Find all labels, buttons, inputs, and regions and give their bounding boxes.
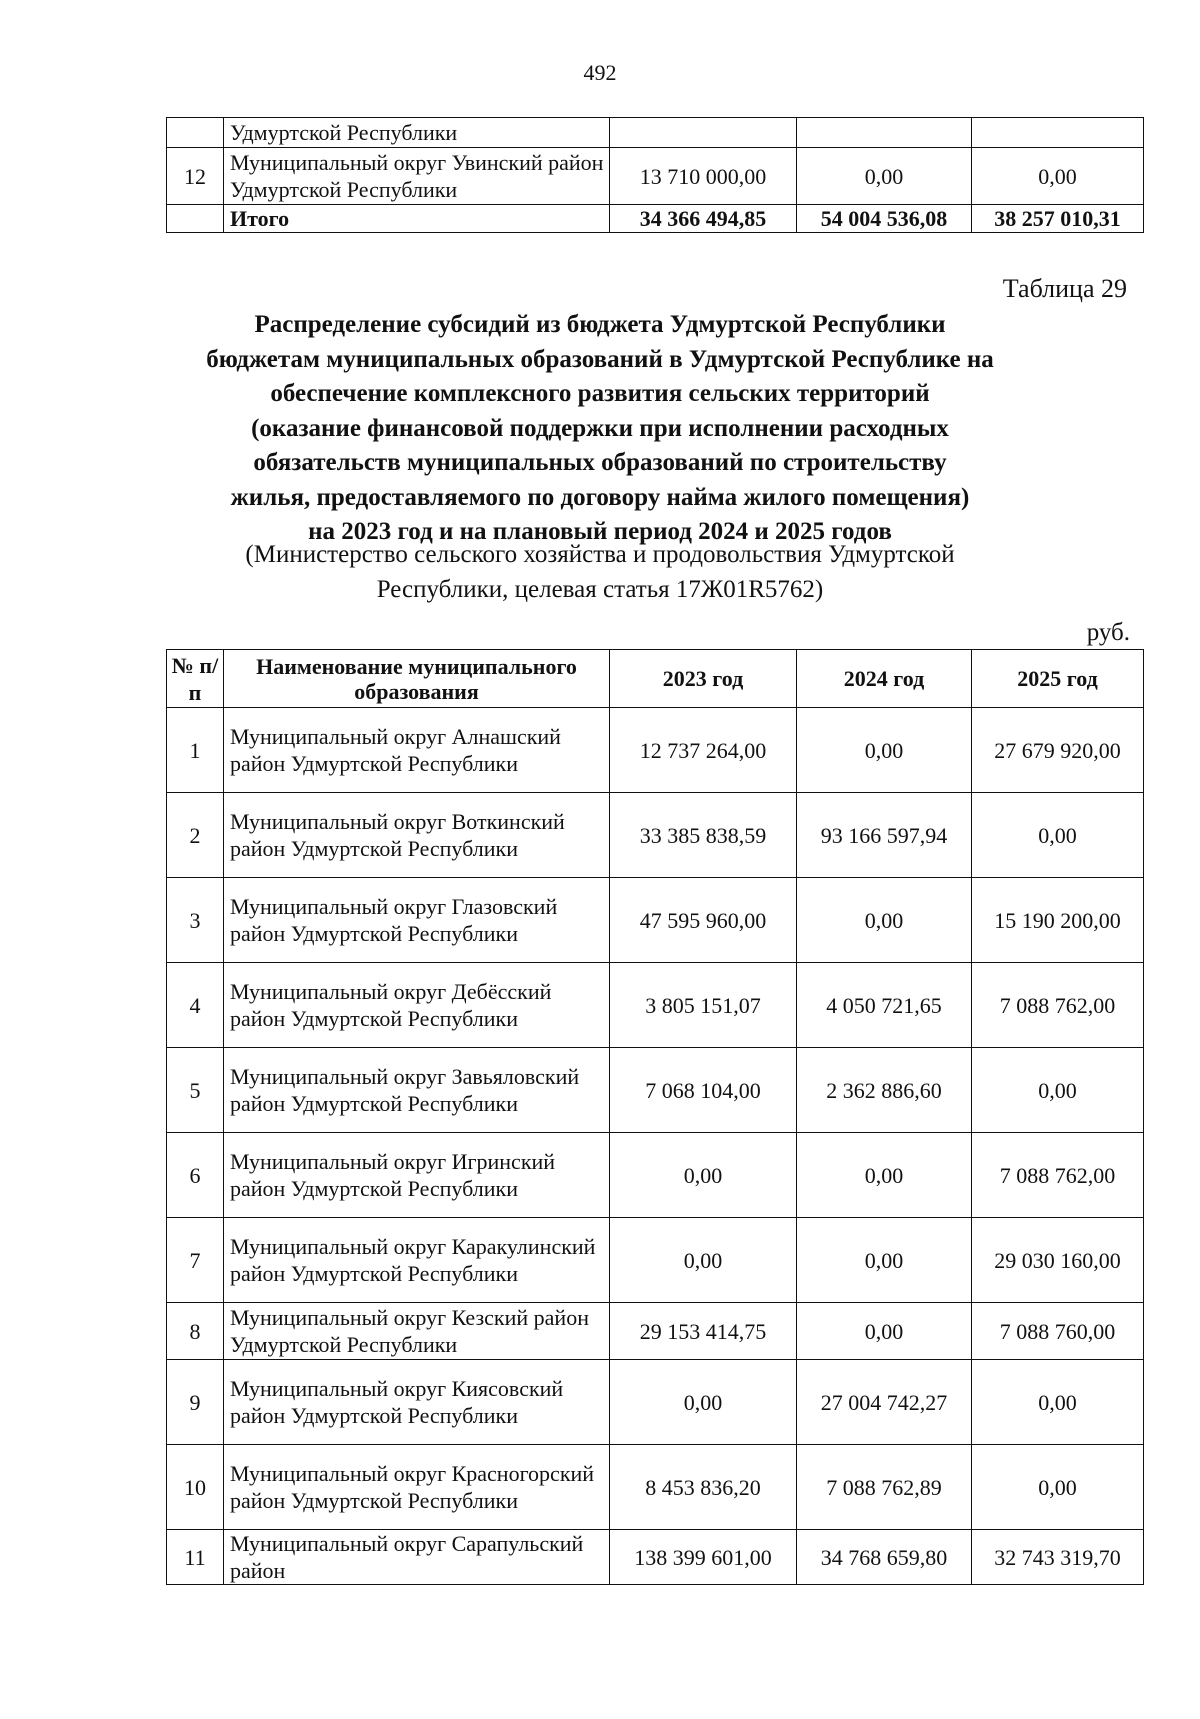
value-2024: 93 166 597,94 — [797, 793, 972, 878]
row-number: 3 — [167, 878, 224, 963]
value-2024: 0,00 — [797, 1218, 972, 1303]
value-2025: 15 190 200,00 — [972, 878, 1144, 963]
table-row — [167, 708, 1144, 793]
municipality-name: Муниципальный округ Киясовский район Удмуртской Республики — [224, 1360, 610, 1445]
value-2023 — [610, 118, 797, 148]
value-2025: 0,00 — [972, 793, 1144, 878]
value-2024: 27 004 742,27 — [797, 1360, 972, 1445]
row-number: 11 — [167, 1530, 224, 1585]
total-2023: 34 366 494,85 — [610, 205, 797, 233]
municipality-name: Муниципальный округ Каракулинский район Удмуртской Республики — [224, 1218, 610, 1303]
table-row — [167, 1218, 1144, 1303]
municipality-name: Муниципальный округ Кезский район Удмуртской Республики — [224, 1303, 610, 1360]
header-2023: 2023 год — [610, 650, 797, 708]
table-subtitle — [0, 538, 1200, 607]
row-number: 10 — [167, 1445, 224, 1530]
title-line: бюджетам муниципальных образований в Удмуртской Республике на — [206, 345, 994, 373]
total-2024: 54 004 536,08 — [797, 205, 972, 233]
municipality-name: Муниципальный округ Завьяловский район Удмуртской Республики — [224, 1048, 610, 1133]
municipality-name: Муниципальный округ Игринский район Удмуртской Республики — [224, 1133, 610, 1218]
value-2023: 8 453 836,20 — [610, 1445, 797, 1530]
municipality-name: Муниципальный округ Увинский район Удмуртской Республики — [224, 148, 610, 205]
subtitle-line: (Министерство сельского хозяйства и продовольствия Удмуртской — [245, 541, 955, 568]
row-number: 7 — [167, 1218, 224, 1303]
value-2023: 33 385 838,59 — [610, 793, 797, 878]
value-2024: 0,00 — [797, 1133, 972, 1218]
value-2024: 0,00 — [797, 1303, 972, 1360]
row-number: 8 — [167, 1303, 224, 1360]
value-2023: 138 399 601,00 — [610, 1530, 797, 1585]
value-2024: 7 088 762,89 — [797, 1445, 972, 1530]
table-row — [167, 793, 1144, 878]
value-2024: 4 050 721,65 — [797, 963, 972, 1048]
municipality-name: Муниципальный округ Дебёсский район Удмуртской Республики — [224, 963, 610, 1048]
value-2025: 27 679 920,00 — [972, 708, 1144, 793]
value-2024: 34 768 659,80 — [797, 1530, 972, 1585]
value-2025: 0,00 — [972, 1048, 1144, 1133]
value-2023: 47 595 960,00 — [610, 878, 797, 963]
row-number: 1 — [167, 708, 224, 793]
total-row — [167, 205, 1144, 233]
header-row — [167, 650, 1144, 708]
header-2025: 2025 год — [972, 650, 1144, 708]
table-label: Таблица 29 — [1002, 274, 1127, 303]
header-name: Наименование муниципального образования — [224, 650, 610, 708]
table-row — [167, 1303, 1144, 1360]
row-number: 12 — [167, 148, 224, 205]
title-line: на 2023 год и на плановый период 2024 и 2025 годов — [308, 518, 892, 545]
municipality-name: Муниципальный округ Красногорский район Удмуртской Республики — [224, 1445, 610, 1530]
municipality-name: Муниципальный округ Глазовский район Удмуртской Республики — [224, 878, 610, 963]
subsidy-table — [166, 649, 1144, 1585]
row-number: 4 — [167, 963, 224, 1048]
table-title — [0, 308, 1200, 550]
subtitle-line: Республики, целевая статья 17Ж01R5762) — [376, 575, 824, 603]
total-2025: 38 257 010,31 — [972, 205, 1144, 233]
row-number — [167, 118, 224, 148]
value-2023: 3 805 151,07 — [610, 963, 797, 1048]
municipality-name: Муниципальный округ Алнашский район Удмуртской Республики — [224, 708, 610, 793]
row-number: 5 — [167, 1048, 224, 1133]
value-2025: 29 030 160,00 — [972, 1218, 1144, 1303]
value-2025: 32 743 319,70 — [972, 1530, 1144, 1585]
value-2024: 2 362 886,60 — [797, 1048, 972, 1133]
header-2024: 2024 год — [797, 650, 972, 708]
title-line: Распределение субсидий из бюджета Удмуртской Республики — [254, 311, 946, 338]
value-2023: 13 710 000,00 — [610, 148, 797, 205]
value-2025: 0,00 — [972, 148, 1144, 205]
value-2025: 7 088 760,00 — [972, 1303, 1144, 1360]
total-label: Итого — [224, 205, 610, 233]
table-row — [167, 1445, 1144, 1530]
value-2023: 0,00 — [610, 1218, 797, 1303]
title-line: обязательств муниципальных образований по строительству — [253, 449, 947, 476]
table-row — [167, 1048, 1144, 1133]
value-2024: 0,00 — [797, 878, 972, 963]
row-number: 9 — [167, 1360, 224, 1445]
title-line: обеспечение комплексного развития сельских территорий — [270, 380, 930, 407]
municipality-name: Муниципальный округ Воткинский район Удмуртской Республики — [224, 793, 610, 878]
value-2023: 12 737 264,00 — [610, 708, 797, 793]
row-number: 6 — [167, 1133, 224, 1218]
value-2024 — [797, 118, 972, 148]
table-row — [167, 963, 1144, 1048]
table-row — [167, 118, 1144, 148]
value-2023: 0,00 — [610, 1133, 797, 1218]
currency-unit: руб. — [1086, 619, 1130, 646]
table-row — [167, 148, 1144, 205]
table-row — [167, 878, 1144, 963]
title-line: (оказание финансовой поддержки при исполнении расходных — [251, 414, 949, 442]
value-2025: 0,00 — [972, 1445, 1144, 1530]
value-2023: 29 153 414,75 — [610, 1303, 797, 1360]
table-row — [167, 1530, 1144, 1585]
header-number: № п/п — [167, 650, 224, 708]
value-2025 — [972, 118, 1144, 148]
value-2024: 0,00 — [797, 148, 972, 205]
value-2024: 0,00 — [797, 708, 972, 793]
value-2023: 0,00 — [610, 1360, 797, 1445]
municipality-name: Муниципальный округ Сарапульский район — [224, 1530, 610, 1585]
table-row — [167, 1133, 1144, 1218]
row-number: 2 — [167, 793, 224, 878]
value-2025: 7 088 762,00 — [972, 963, 1144, 1048]
page-number: 492 — [583, 60, 617, 85]
value-2025: 7 088 762,00 — [972, 1133, 1144, 1218]
value-2025: 0,00 — [972, 1360, 1144, 1445]
value-2023: 7 068 104,00 — [610, 1048, 797, 1133]
title-line: жилья, предоставляемого по договору найма жилого помещения) — [230, 483, 970, 511]
table-row — [167, 1360, 1144, 1445]
continued-table — [166, 117, 1144, 233]
municipality-name: Удмуртской Республики — [224, 118, 610, 148]
